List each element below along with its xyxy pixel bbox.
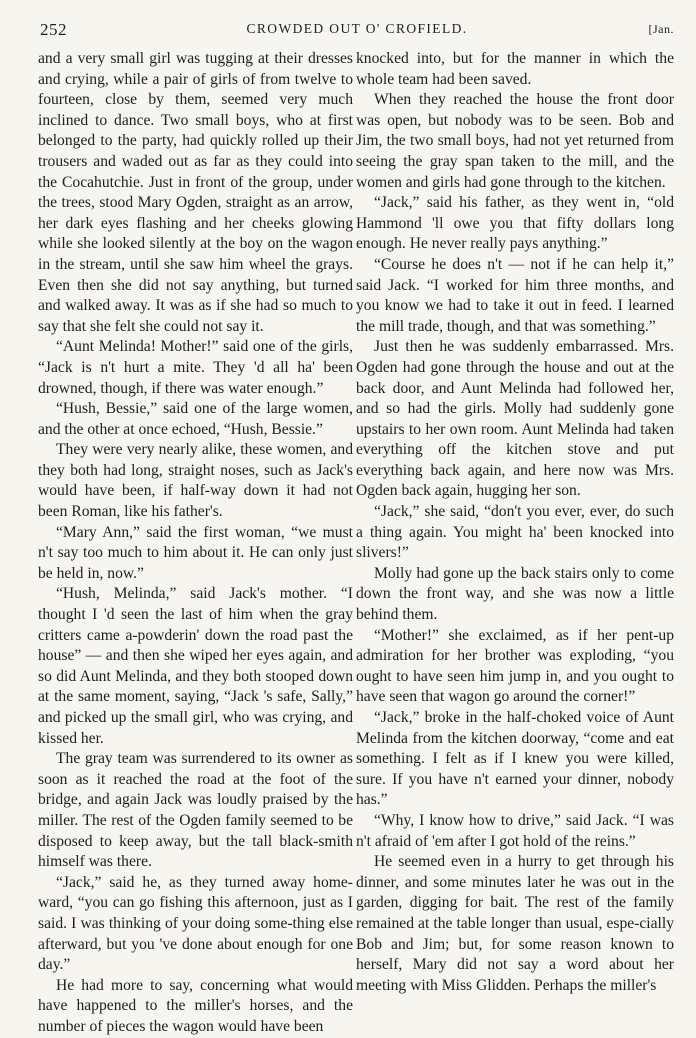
paragraph: “Aunt Melinda! Mother!” said one of the girls, “Jack is n't hurt a mite. They 'd all ha' been drowned, though, if there was water enough.” — [38, 338, 353, 397]
paragraph: “Course he does n't — not if he can help it,” said Jack. “I worked for him three months, and you know we had to take it out in feed. I learned the mill trade, though, and that was something.” — [356, 255, 674, 335]
page-number: 252 — [40, 20, 67, 39]
left-column — [38, 49, 353, 1038]
paragraph: “Why, I know how to drive,” said Jack. “I was n't afraid of 'em after I got hold of the reins.” — [356, 811, 674, 850]
paragraph: “Hush, Melinda,” said Jack's mother. “I thought I 'd seen the last of him when the gray critters came a-powderin' down the road past the house” — and then she wiped her eyes again, and so did Aunt Melinda, and they both stooped down at the same moment, saying, “Jack 's safe, Sally,” and picked up the small girl, who was crying, and kissed her. — [38, 585, 353, 747]
paragraph: He seemed even in a hurry to get through his dinner, and some minutes later he was out in the garden, digging for bait. The rest of the family remained at the table longer than usual, espe-cially Bob and Jim; but, for some reason known to herself, Mary did not say a word about her meeting with Miss Glidden. Perhaps the miller's — [356, 853, 674, 994]
paragraph: “Mary Ann,” said the first woman, “we must n't say too much to him about it. He can only just be held in, now.” — [38, 523, 353, 582]
paragraph: When they reached the house the front door was open, but nobody was to be seen. Bob and Jim, the two small boys, had not yet returned from seeing the gray span taken to the mill, and the women and girls had gone through to the kitchen. — [356, 91, 674, 191]
running-header — [40, 20, 674, 42]
paragraph: “Jack,” broke in the half-choked voice of Aunt Melinda from the kitchen doorway, “come and eat something. I felt as if I knew you were killed, sure. If you have n't earned your dinner, nobody has.” — [356, 709, 674, 809]
paragraph: “Hush, Bessie,” said one of the large women, and the other at once echoed, “Hush, Bessie.” — [38, 400, 353, 438]
paragraph: knocked into, but for the manner in which the whole team had been saved. — [356, 50, 674, 88]
right-column — [356, 49, 674, 996]
paragraph: “Mother!” she exclaimed, as if her pent-up admiration for her brother was exploding, “you ought to have seen him jump in, and you ought to have seen that wagon go around the corner!” — [356, 626, 674, 706]
paragraph: “Jack,” said he, as they turned away home-ward, “you can go fishing this afternoon, just as I said. I was thinking of your doing some-thing else afterward, but you 've done about enough for one day.” — [38, 873, 353, 974]
paragraph: They were very nearly alike, these women, and they both had long, straight noses, such as Jack's would have been, if half-way down it had not been Roman, like his father's. — [38, 441, 353, 521]
paragraph: “Jack,” said his father, as they went in, “old Hammond 'll owe you that fifty dollars long enough. He never really pays anything.” — [356, 194, 674, 253]
paragraph: He had more to say, concerning what would have happened to the miller's horses, and the number of pieces the wagon would have been — [38, 976, 353, 1035]
running-title: CROWDED OUT O' CROFIELD. — [246, 21, 468, 36]
issue-month: [Jan. — [648, 22, 674, 36]
paragraph: Molly had gone up the back stairs only to come down the front way, and she was now a little behind them. — [356, 564, 674, 624]
paragraph: and a very small girl was tugging at their dresses and crying, while a pair of girls of from twelve to fourteen, close by them, seemed very much inclined to dance. Two small boys, who at first belonged to the party, had quickly rolled up their trousers and waded out as far as they could into the Cocahutchie. Just in front of the group, under the trees, stood Mary Ogden, straight as an arrow, her dark eyes flashing and her cheeks glowing while she looked silently at the boy on the wagon in the stream, until she saw him wheel the grays. Even then she did not say anything, but turned and walked away. It was as if she had so much to say that she felt she could not say it. — [38, 50, 353, 335]
paragraph: “Jack,” she said, “don't you ever, ever, do such a thing again. You might ha' been knocked into slivers!” — [356, 503, 674, 562]
paragraph: The gray team was surrendered to its owner as soon as it reached the road at the foot of the bridge, and again Jack was loudly praised by the miller. The rest of the Ogden family seemed to be disposed to keep away, but the tall black-smith himself was there. — [38, 750, 353, 871]
paragraph: Just then he was suddenly embarrassed. Mrs. Ogden had gone through the house and out at the back door, and Aunt Melinda had followed her, and so had the girls. Molly had suddenly gone upstairs to her own room. Aunt Melinda had taken everything off the kitchen stove and put everything back again, and here now was Mrs. Ogden back again, hugging her son. — [356, 338, 674, 500]
